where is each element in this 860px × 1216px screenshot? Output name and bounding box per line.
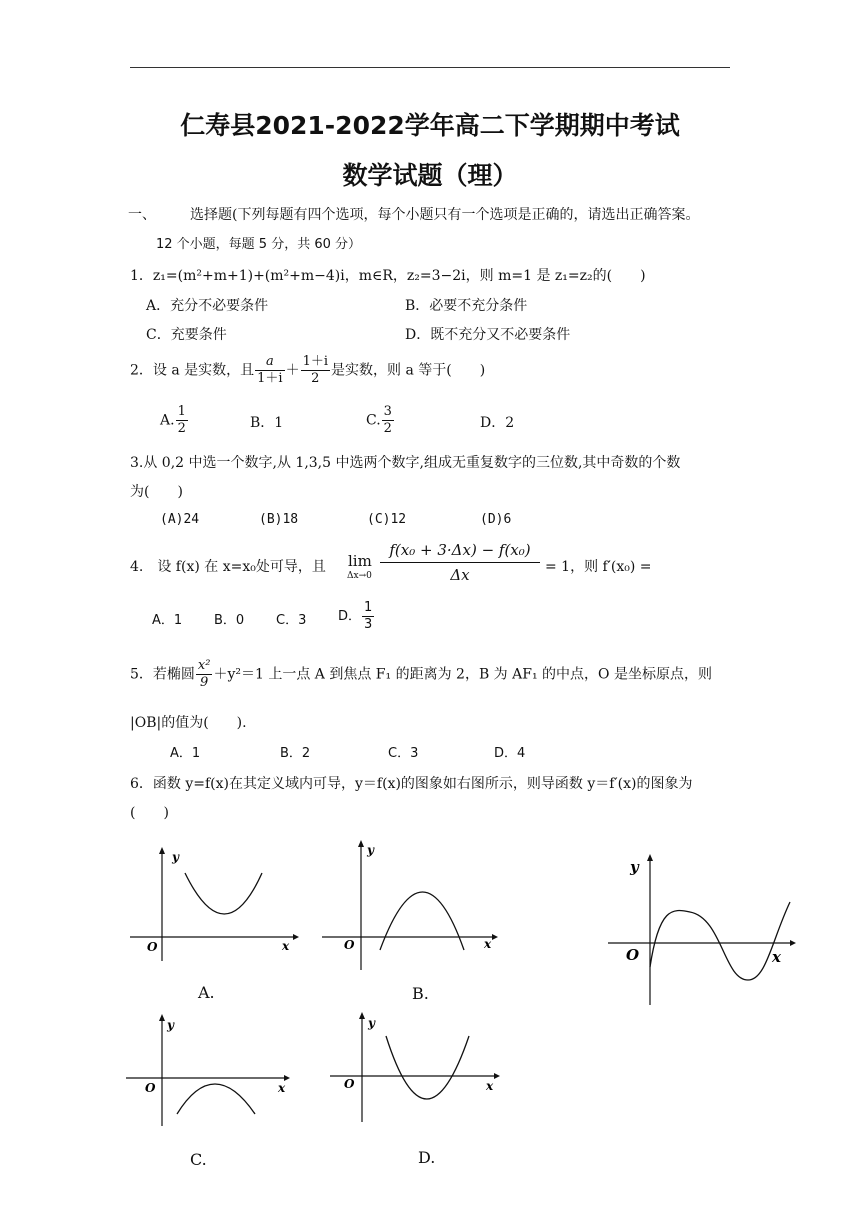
- graph-c-caption: C.: [190, 1150, 207, 1169]
- graph-a-y-arrow-icon: [159, 847, 165, 854]
- q4-option-d-num: 1: [364, 600, 373, 615]
- graph-b-origin-label: O: [344, 938, 355, 952]
- q2-frac1-den: 1＋i: [257, 371, 283, 386]
- graph-c-y-label: y: [167, 1018, 174, 1032]
- section-heading: 选择题(下列每题有四个选项，每个小题只有一个选项是正确的，请选出正确答案。: [190, 207, 700, 223]
- graph-c-curve: [177, 1084, 255, 1114]
- q2-frac2-den: 2: [311, 371, 320, 386]
- graph-d-y-label: y: [368, 1016, 375, 1030]
- q6-stem-line2: ( ): [130, 805, 169, 821]
- q4-lim-sub: Δx→0: [347, 571, 372, 581]
- q4-lim: lim: [348, 552, 372, 570]
- q2-option-a-label: A.: [160, 412, 175, 429]
- reference-graph-origin-label: O: [626, 946, 640, 964]
- graph-a-x-arrow-icon: [293, 934, 299, 940]
- graph-b-y-label: y: [367, 843, 374, 857]
- graph-a-y-label: y: [172, 850, 179, 864]
- q2-option-d: D．2: [480, 415, 515, 431]
- q1-option-c: C．充要条件: [146, 327, 227, 343]
- reference-graph-y-label: y: [630, 858, 639, 876]
- q2-option-a: [160, 404, 189, 437]
- q3-option-b: (B)18: [259, 512, 299, 527]
- graph-d-caption: D.: [418, 1148, 436, 1167]
- q2-prefix: 2．设 a 是实数，且: [130, 362, 255, 379]
- q2-fraction-1: [255, 354, 284, 387]
- q2-frac1-num: a: [255, 354, 284, 371]
- q5-stem-line2: |OB|的值为( ).: [130, 715, 247, 731]
- q5-frac-den: 9: [200, 675, 209, 690]
- q4-option-a: A．1: [152, 613, 183, 628]
- section-note: 12 个小题，每题 5 分，共 60 分）: [156, 237, 362, 252]
- reference-graph-y-arrow-icon: [647, 854, 653, 861]
- exam-title: 仁寿县2021-2022学年高二下学期期中考试: [180, 111, 680, 140]
- q2-plus: ＋: [285, 362, 300, 379]
- q5-prefix: 5．若椭圆: [130, 666, 195, 683]
- q5-stem-line1: [130, 658, 712, 691]
- graph-b-caption: B.: [412, 984, 429, 1003]
- q1-option-a: A．充分不必要条件: [146, 298, 269, 314]
- q5-option-a: A．1: [170, 746, 201, 761]
- q1-option-d: D．既不充分又不必要条件: [405, 327, 571, 343]
- q4-option-d-label: D．: [338, 609, 362, 624]
- graph-b-y-arrow-icon: [358, 840, 364, 847]
- q2-option-a-den: 2: [177, 421, 186, 436]
- exam-subtitle: 数学试题（理）: [342, 161, 518, 190]
- reference-graph-x-label: x: [772, 948, 781, 966]
- q2-frac2-num: 1＋i: [302, 354, 329, 369]
- graph-a-origin-label: O: [147, 940, 158, 954]
- graph-d-origin-label: O: [344, 1077, 355, 1091]
- graph-d: [326, 1010, 506, 1125]
- q2-option-c-den: 2: [383, 421, 392, 436]
- q4-prefix: 4. 设 f(x) 在 x=x₀处可导，且: [130, 559, 326, 575]
- q2-suffix: 是实数，则 a 等于( ): [331, 362, 486, 379]
- q5-option-c: C．3: [388, 746, 419, 761]
- q3-option-a: (A)24: [160, 512, 200, 527]
- q2-option-a-num: 1: [177, 404, 186, 419]
- q5-option-b: B．2: [280, 746, 311, 761]
- q2-option-b: B．1: [250, 415, 284, 431]
- reference-graph-x-arrow-icon: [790, 940, 796, 946]
- graph-a-curve: [185, 873, 262, 914]
- graph-c-x-label: x: [278, 1081, 286, 1095]
- q3-stem-line1: 3.从 0,2 中选一个数字,从 1,3,5 中选两个数字,组成无重复数字的三位数,其中奇数的个数: [130, 455, 681, 471]
- q4-numerator: f(x₀ + 3·Δx) − f(x₀): [389, 541, 531, 559]
- graph-b-x-label: x: [484, 937, 492, 951]
- q5-option-d: D．4: [494, 746, 526, 761]
- q4-equals: = 1，则 f′(x₀) =: [545, 559, 652, 575]
- q5-line1-rest: ＋y²＝1 上一点 A 到焦点 F₁ 的距离为 2，B 为 AF₁ 的中点，O 是坐标原点，则: [213, 666, 712, 683]
- q3-option-c: (C)12: [367, 512, 407, 527]
- graph-d-curve: [386, 1036, 469, 1099]
- header-rule: [130, 67, 730, 68]
- graph-a-x-label: x: [282, 939, 290, 953]
- reference-graph: [604, 850, 800, 1010]
- graph-d-y-arrow-icon: [359, 1012, 365, 1019]
- q1-option-b: B．必要不充分条件: [405, 298, 528, 314]
- graph-a: [125, 845, 300, 965]
- graph-c: [122, 1012, 300, 1132]
- q6-stem-line1: 6．函数 y=f(x)在其定义域内可导，y＝f(x)的图象如右图所示，则导函数 y＝f′(x)的图象为: [130, 776, 693, 792]
- q4-option-c: C．3: [276, 613, 307, 628]
- q2-option-c-label: C.: [366, 412, 381, 429]
- graph-d-x-label: x: [486, 1079, 494, 1093]
- graph-a-caption: A.: [198, 983, 215, 1002]
- q5-frac-num: x²: [197, 658, 211, 673]
- graph-b: [318, 838, 500, 973]
- q3-option-d: (D)6: [480, 512, 512, 527]
- q2-fraction-2: [301, 354, 330, 387]
- q2-option-c-num: 3: [383, 404, 392, 419]
- q4-option-d: [338, 600, 375, 633]
- q2-option-c: [366, 404, 395, 437]
- q1-stem: 1．z₁=(m²+m+1)+(m²+m−4)i，m∈R，z₂=3−2i，则 m=1 是 z₁=z₂的( ): [130, 268, 646, 284]
- graph-c-origin-label: O: [145, 1081, 156, 1095]
- graph-b-curve: [380, 892, 464, 950]
- section-number: 一、: [128, 207, 156, 223]
- reference-graph-curve: [650, 902, 790, 980]
- q3-stem-line2: 为( ): [130, 484, 183, 500]
- q4-denominator: Δx: [450, 566, 470, 584]
- graph-b-x-arrow-icon: [492, 934, 498, 940]
- graph-c-y-arrow-icon: [159, 1014, 165, 1021]
- q4-option-d-den: 3: [364, 617, 373, 632]
- q2-stem: [130, 354, 485, 387]
- q4-option-b: B．0: [214, 613, 245, 628]
- graph-d-x-arrow-icon: [494, 1073, 500, 1079]
- q4-fraction-bar: [380, 562, 540, 563]
